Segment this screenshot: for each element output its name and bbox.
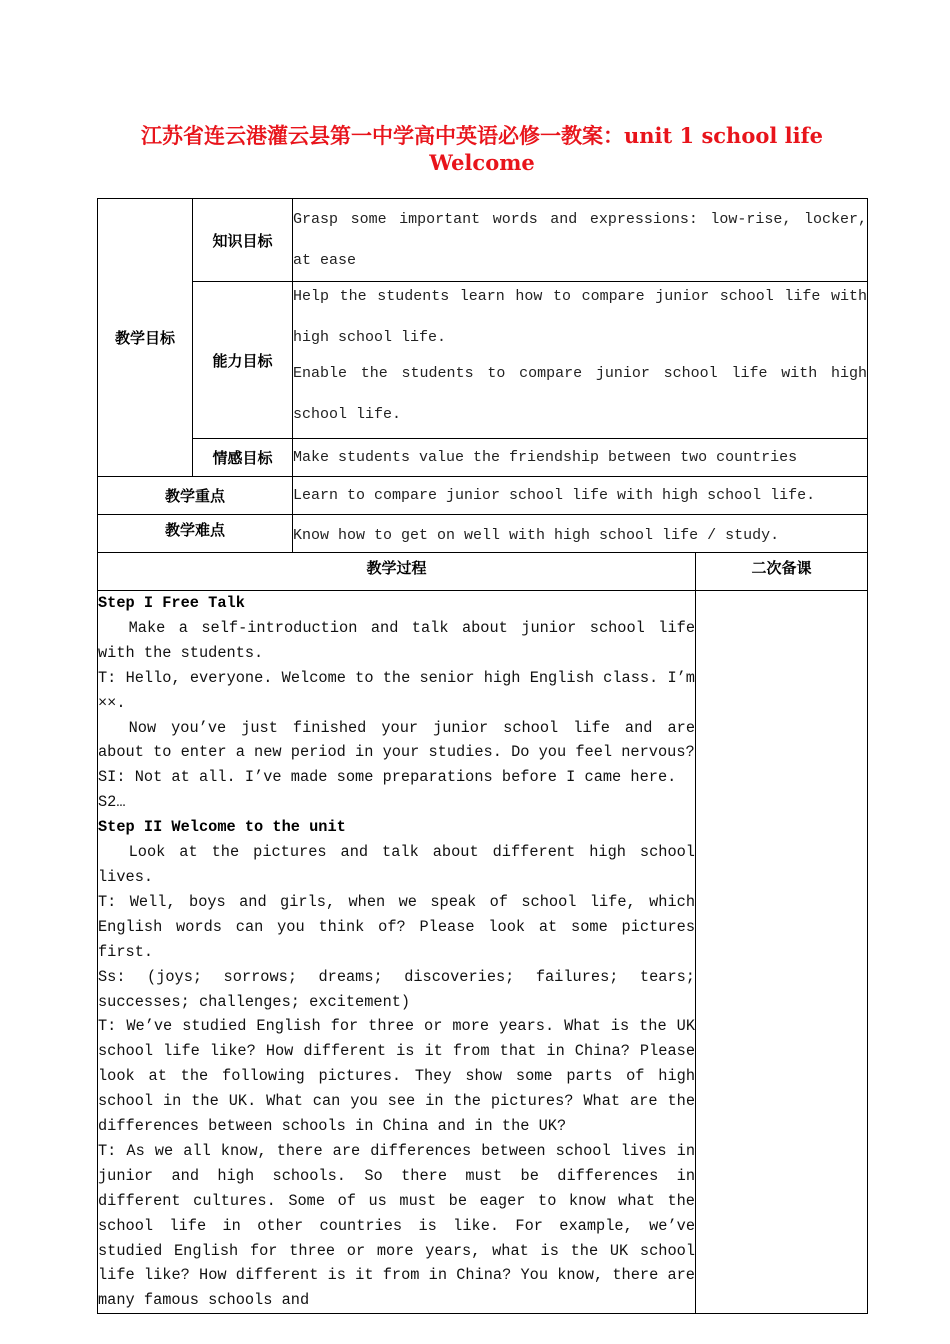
ability-objective-text-1: Help the students learn how to compare junior school life with high school life. [293, 288, 868, 346]
ability-objective-cell [293, 282, 868, 439]
knowledge-objective-label: 知识目标 [193, 199, 293, 282]
notes-header: 二次备课 [696, 553, 868, 591]
process-header: 教学过程 [98, 553, 696, 591]
process-paragraph: T: Well, boys and girls, when we speak of school life, which English words can you think of? Please look at some pictures first. [98, 892, 695, 961]
difficulty-label: 教学难点 [98, 515, 293, 553]
process-paragraph: T: We’ve studied English for three or more years. What is the UK school life like? How different is it from that in China? Please look at the following pictures. They show some parts of high school in the UK. What can you see in the pictures? What are the differences between schools in China and in the UK? [98, 1017, 695, 1136]
step-heading-text: Step I Free Talk [98, 594, 245, 612]
process-lines [98, 591, 695, 1313]
lesson-plan-table [97, 198, 868, 1314]
title-line-1: 江苏省连云港灌云县第一中学高中英语必修一教案：unit 1 school life [141, 123, 823, 148]
process-paragraph: S2… [98, 793, 126, 812]
step-heading-text: Step II Welcome to the unit [98, 818, 346, 837]
focus-label: 教学重点 [98, 477, 293, 515]
process-paragraph: SI: Not at all. I’ve made some preparations before I came here. [98, 768, 677, 787]
document-title [60, 122, 904, 176]
ability-objective-label: 能力目标 [193, 282, 293, 439]
emotion-objective-text: Make students value the friendship between two countries [293, 439, 868, 477]
title-line-2: Welcome [429, 150, 535, 175]
process-paragraph: Now you’ve just finished your junior school life and are about to enter a new period in your studies. Do you feel nervous? [98, 718, 695, 762]
process-paragraph: T: As we all know, there are differences between school lives in junior and high schools. So there must be differences in different cultures. Some of us must be eager to know what the school life in other countries is like. For example, we’ve studied English for three or more years, what is the UK school life like? How different is it from in China? You know, there are many famous schools and [98, 1141, 695, 1310]
ability-objective-text-2: Enable the students to compare junior school life with high school life. [293, 365, 868, 423]
objectives-label: 教学目标 [98, 199, 193, 477]
process-paragraph: Ss: (joys; sorrows; dreams; discoveries; failures; tears; successes; challenges; excitement) [98, 967, 695, 1011]
step-heading [98, 815, 695, 840]
emotion-objective-label: 情感目标 [193, 439, 293, 477]
difficulty-text: Know how to get on well with high school life / study. [293, 515, 868, 553]
process-paragraph: Make a self-introduction and talk about junior school life with the students. [98, 618, 695, 662]
process-paragraph: Look at the pictures and talk about different high school lives. [98, 843, 695, 886]
notes-cell [696, 591, 868, 1314]
focus-text: Learn to compare junior school life with high school life. [293, 477, 868, 515]
step-heading [98, 591, 695, 616]
process-body [98, 591, 696, 1314]
knowledge-objective-text: Grasp some important words and expressions: low-rise, locker, at ease [293, 199, 868, 282]
process-paragraph: T: Hello, everyone. Welcome to the senior high English class. I’m ××. [98, 668, 695, 712]
